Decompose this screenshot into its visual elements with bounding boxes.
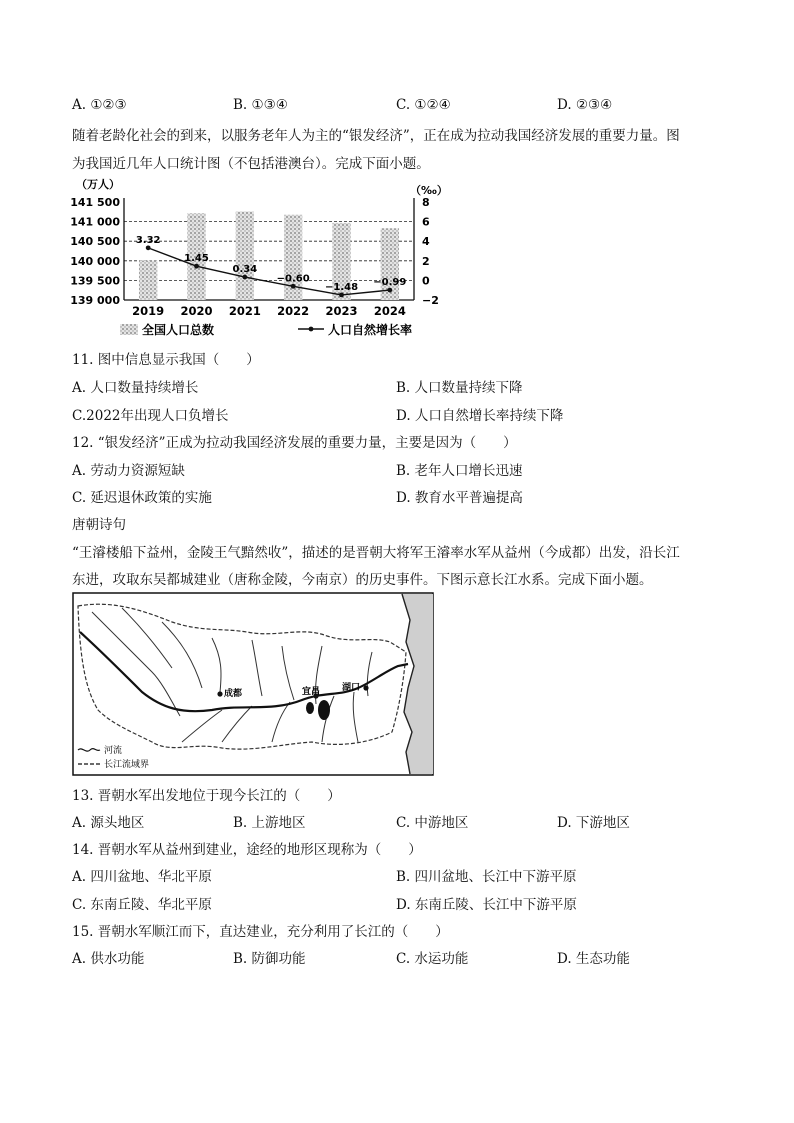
q14-stem: 14. 晋朝水军从益州到建业，途经的地形区现称为（ ）	[72, 842, 422, 858]
growth-rate-data-label: 0.34	[232, 264, 258, 276]
legend-bar-swatch	[120, 324, 138, 335]
q12-stem: 12. “银发经济”正成为拉动我国经济发展的重要力量，主要是因为（ ）	[72, 435, 517, 451]
growth-rate-data-label: −0.60	[276, 273, 310, 285]
q13-option-d: D. 下游地区	[557, 815, 630, 831]
intro2-line-1: “王濬楼船下益州，金陵王气黯然收”，描述的是晋朝大将军王濬率水军从益州（今成都）出发，沿长江	[72, 545, 680, 561]
q15-option-b: B. 防御功能	[233, 951, 306, 967]
q12-option-a: A. 劳动力资源短缺	[72, 463, 185, 479]
hukou-dot	[363, 685, 368, 690]
q12-option-b: B. 老年人口增长迅速	[396, 463, 523, 479]
q15-option-c: C. 水运功能	[396, 951, 469, 967]
x-axis-tick-label: 2019	[132, 304, 165, 318]
right-axis-tick-label: 8	[422, 196, 430, 209]
growth-rate-data-label: 1.45	[184, 253, 209, 265]
x-axis-tick-label: 2020	[180, 304, 213, 318]
dongting-lake	[306, 702, 314, 714]
x-axis-tick-label: 2021	[228, 304, 261, 318]
left-axis-tick-label: 141 000	[70, 215, 120, 229]
q14-option-b: B. 四川盆地、长江中下游平原	[396, 869, 577, 885]
q15-option-d: D. 生态功能	[557, 951, 630, 967]
x-axis-tick-label: 2022	[277, 304, 310, 318]
hukou-label: 湖口	[342, 683, 361, 693]
legend-river-label: 河流	[104, 746, 123, 756]
growth-rate-data-label: 3.32	[135, 234, 161, 246]
q10-option-d: D. ②③④	[557, 97, 613, 113]
q10-option-b: B. ①③④	[233, 97, 288, 113]
intro2-line-2: 东进，攻取东吴都城建业（唐称金陵，今南京）的历史事件。下图示意长江水系。完成下面小题。	[72, 572, 653, 588]
yangtze-river-map	[72, 592, 434, 776]
growth-rate-point	[387, 288, 392, 293]
growth-rate-point	[339, 293, 344, 298]
q14-option-d: D. 东南丘陵、长江中下游平原	[396, 897, 577, 913]
right-axis-unit: （‰）	[410, 184, 448, 197]
left-axis-tick-label: 139 500	[70, 274, 120, 288]
q14-option-a: A. 四川盆地、华北平原	[72, 869, 212, 885]
q11-option-a: A. 人口数量持续增长	[72, 380, 199, 396]
left-axis-tick-label: 140 000	[70, 254, 120, 268]
population-bar	[139, 261, 157, 300]
legend-boundary-label: 长江流域界	[104, 760, 150, 770]
q15-option-a: A. 供水功能	[72, 951, 145, 967]
right-axis-tick-label: 2	[422, 254, 430, 268]
right-axis-tick-label: 0	[422, 274, 430, 288]
chengdu-label: 成都	[224, 689, 243, 699]
left-axis-tick-label: 140 500	[70, 235, 120, 249]
section2-title: 唐朝诗句	[72, 517, 126, 533]
q14-option-c: C. 东南丘陵、华北平原	[72, 897, 212, 913]
q10-option-a: A. ①②③	[72, 97, 127, 113]
x-axis-tick-label: 2024	[373, 304, 406, 318]
left-axis-tick-label: 139 000	[70, 294, 120, 307]
q13-option-b: B. 上游地区	[233, 815, 306, 831]
q10-option-c: C. ①②④	[396, 97, 451, 113]
intro1-line-1: 随着老龄化社会的到来，以服务老年人为主的“银发经济”，正在成为拉动我国经济发展的重要力量。图	[72, 128, 680, 144]
growth-rate-data-label: −0.99	[373, 277, 407, 289]
q12-option-c: C. 延迟退休政策的实施	[72, 490, 212, 506]
legend-line-label: 人口自然增长率	[328, 323, 413, 337]
poyang-lake	[318, 700, 330, 720]
q15-stem: 15. 晋朝水军顺江而下，直达建业，充分利用了长江的（ ）	[72, 924, 449, 940]
yichang-label: 宜昌	[302, 687, 321, 697]
q13-option-c: C. 中游地区	[396, 815, 469, 831]
q12-option-d: D. 教育水平普遍提高	[396, 490, 523, 506]
q11-stem: 11. 图中信息显示我国（ ）	[72, 352, 260, 368]
intro1-line-2: 为我国近几年人口统计图（不包括港澳台）。完成下面小题。	[72, 156, 430, 172]
growth-rate-point	[242, 275, 247, 280]
q13-option-a: A. 源头地区	[72, 815, 145, 831]
chengdu-dot	[217, 691, 222, 696]
right-axis-tick-label: −2	[422, 294, 439, 307]
q11-option-c: C.2022年出现人口负增长	[72, 408, 229, 424]
right-axis-tick-label: 6	[422, 215, 430, 229]
growth-rate-data-label: −1.48	[324, 281, 359, 293]
population-bar	[236, 211, 254, 300]
right-axis-tick-label: 4	[422, 235, 430, 249]
left-axis-tick-label: 141 500	[70, 196, 120, 209]
x-axis-tick-label: 2023	[325, 304, 358, 318]
legend-bar-label: 全国人口总数	[142, 323, 215, 337]
q13-stem: 13. 晋朝水军出发地位于现今长江的（ ）	[72, 788, 341, 804]
growth-rate-point	[194, 264, 199, 269]
left-axis-unit: （万人）	[76, 178, 120, 191]
legend-line-marker	[309, 327, 314, 332]
q11-option-d: D. 人口自然增长率持续下降	[396, 408, 564, 424]
q11-option-b: B. 人口数量持续下降	[396, 380, 523, 396]
growth-rate-point	[146, 245, 151, 250]
population-chart	[62, 172, 452, 342]
growth-rate-point	[291, 284, 296, 289]
